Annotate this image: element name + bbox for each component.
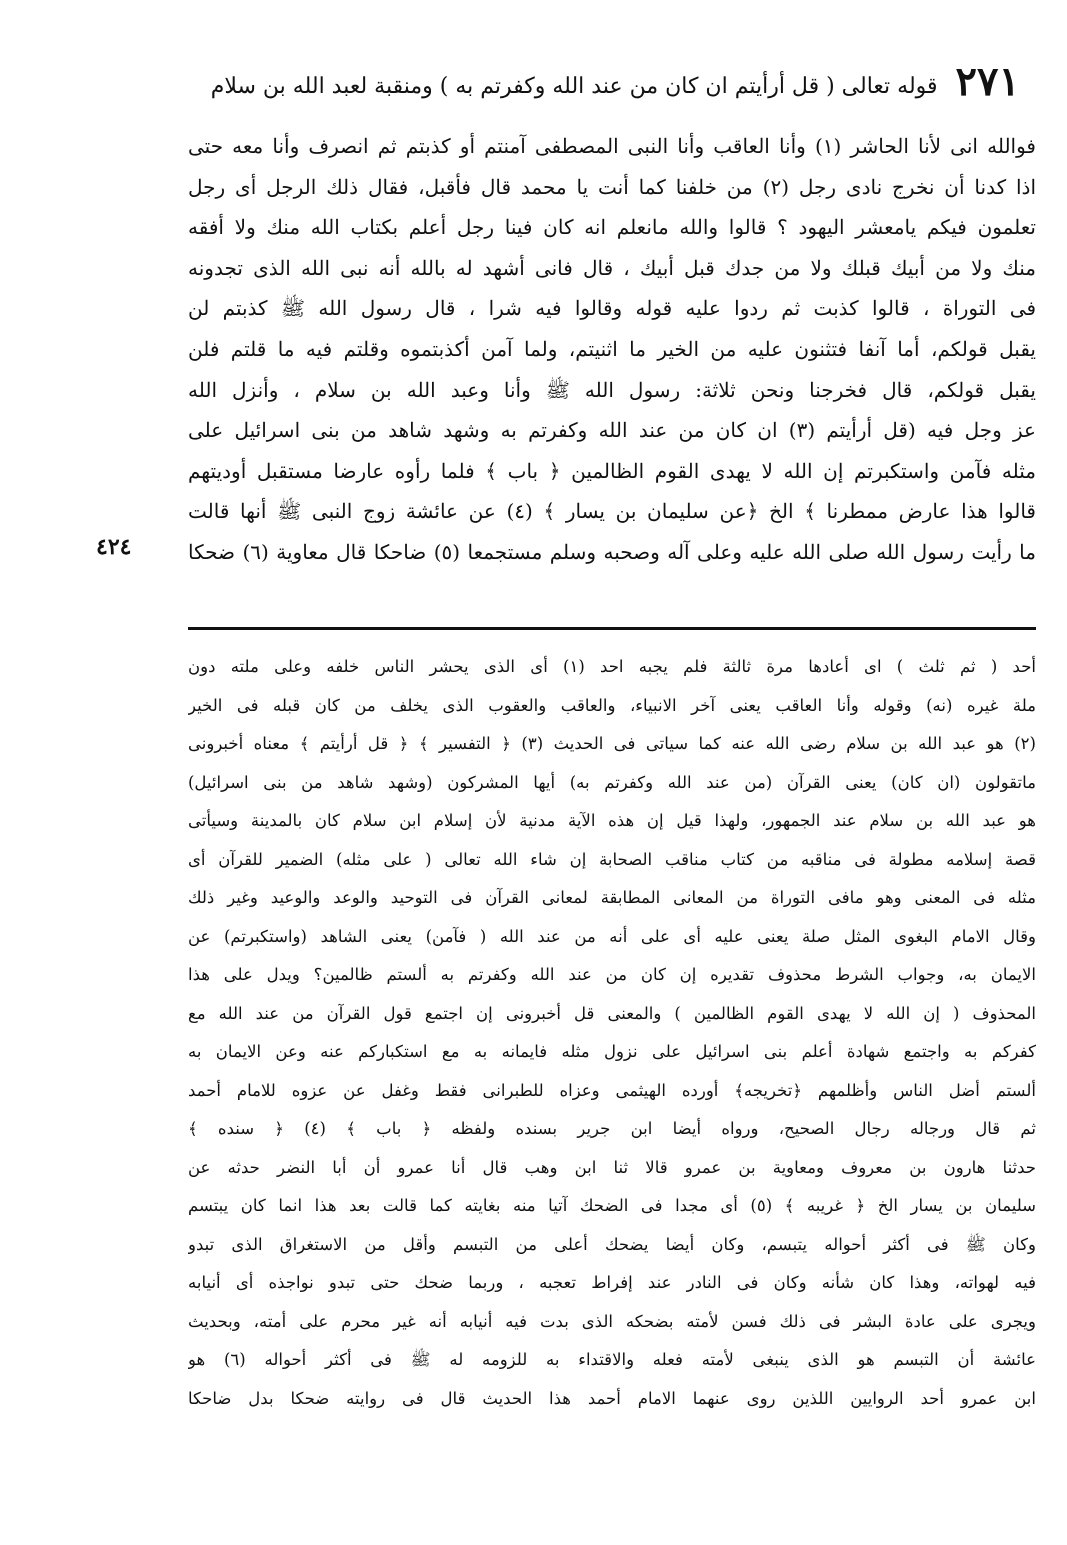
page-header <box>190 58 1020 105</box>
main-text-line: مثله فآمن واستكبرتم إن الله لا يهدى القوم الظالمين ﴿ باب ﴾ فلما رأوه عارضا مستقبل أوديتهم <box>188 458 1036 483</box>
footnote-line: وقال الامام البغوى المثل صلة يعنى عليه أى على أنه من عند الله ( فآمن) يعنى الشاهد (واستكبرتم) عن <box>188 926 1036 946</box>
footnote-line: سليمان بن يسار الخ ﴿ غريبه ﴾ (٥) أى مجدا فى الضحك آتيا منه بغايته كما قالت بعد هذا انما كان يبتسم <box>188 1196 1036 1215</box>
footnote-line: ألستم أضل الناس وأظلمهم ﴿تخريجه﴾ أورده الهيثمى وعزاه للطبرانى فقط وغفل عن عزوه للامام أحمد <box>188 1080 1036 1100</box>
main-text-line: منك ولا من أبيك قبلك ولا من جدك قبل أبيك ، قال فانى أشهد له بالله أنه نبى الله الذى تجدونه <box>188 255 1036 280</box>
footnote-line: ابن عمرو أحد الروايين اللذين روى عنهما الامام أحمد هذا الحديث قال فى روايته ضحكا بدل ضاحكا <box>188 1388 1036 1408</box>
footnote-line: مثله فى المعنى وهو مافى التوراة من المعانى المطابقة لمعانى القرآن فى التوحيد والوعد والوعيد وغير ذلك <box>188 888 1036 907</box>
main-text-line: فى التوراة ، قالوا كذبت ثم ردوا عليه قوله وقالوا فيه شرا ، قال رسول الله ﷺ كذبتم لن <box>188 296 1036 321</box>
running-title: قوله تعالى ( قل أرأيتم ان كان من عند الله وكفرتم به ) ومنقبة لعبد الله بن سلام <box>210 74 938 99</box>
footnote-line: كفركم به واجتمع شهادة أعلم بنى اسرائيل على نزول مثله فايمانه به مع استكباركم عنه وعن الايمان به <box>188 1042 1036 1061</box>
footnote-line: قصة إسلامه مطولة فى مناقبه من كتاب مناقب الصحابة إن شاء الله تعالى ( على مثله) الضمير للقرآن أى <box>188 849 1036 869</box>
footnote-line: ويجرى على عادة البشر فى ذلك فسن لأمته بضحكه الذى بدت فيه أنيابه أنه غير محرم على أمته، وبحديث <box>188 1311 1036 1331</box>
main-text-line: يقبل قولكم، أما آنفا فتثنون عليه من الخير ما اثنيتم، ولما آمن أكذبتموه وقلتم فيه ما قلتم فلن <box>188 336 1036 361</box>
footnote-divider <box>188 627 1036 630</box>
footnote-line: وكان ﷺ فى أكثر أحواله يتبسم، وكان أيضا يضحك أعلى من التبسم وأقل من الاستغراق الذى تبدو <box>188 1234 1036 1254</box>
footnotes <box>188 648 1036 1418</box>
page-number: ٢٧١ <box>955 58 1020 105</box>
footnote-line: هو عبد الله بن سلام عند الجمهور، ولهذا قيل إن هذه الآية مدنية لأن إسلام ابن سلام كان بالمدينة وسيأتى <box>188 811 1036 830</box>
footnote-line: ماتقولون (ان كان) يعنى القرآن (من عند الله وكفرتم به) أيها المشركون (وشهد شاهد من بنى اسرائيل) <box>188 772 1036 792</box>
main-text-line: عز وجل فيه (قل أرأيتم (٣) ان كان من عند الله وكفرتم به وشهد شاهد من بنى اسرائيل على <box>188 418 1036 443</box>
footnote-line: عائشة أن التبسم هو الذى ينبغى لأمته فعله والاقتداء به للزومه له ﷺ فى أكثر أحواله (٦) هو <box>188 1350 1036 1369</box>
main-text-line: تعلمون فيكم يامعشر اليهود ؟ قالوا والله مانعلم انه كان فينا رجل أعلم بكتاب الله منك ولا أفقه <box>188 215 1036 240</box>
footnote-line: حدثنا هارون بن معروف ومعاوية بن عمرو قالا ثنا ابن وهب قال أنا عمرو أن أبا النضر حدثه عن <box>188 1157 1036 1177</box>
footnote-line: ملة غيره (نه) وقوله وأنا العاقب يعنى آخر الانبياء، والعاقب والعقوب الذى يخلف من كان قبله فى الخير <box>188 695 1036 715</box>
main-text-line: فوالله انى لأنا الحاشر (١) وأنا العاقب وأنا النبى المصطفى آمنتم أو كذبتم ثم انصرف وأنا معه حتى <box>188 134 1036 158</box>
footnote-line: المحذوف ( إن الله لا يهدى القوم الظالمين ) والمعنى قل أخبرونى إن اجتمع قول القرآن من عند الله مع <box>188 1003 1036 1023</box>
footnote-line: (٢) هو عبد الله بن سلام رضى الله عنه كما سياتى فى الحديث (٣) ﴿ التفسير ﴾ ﴿ قل أرأيتم ﴾ معناه أخبرونى <box>188 734 1036 753</box>
main-text-line: يقبل قولكم، قال فخرجنا ونحن ثلاثة: رسول الله ﷺ وأنا وعبد الله بن سلام ، وأنزل الله <box>188 377 1036 402</box>
footnote-line: الايمان به، وجواب الشرط محذوف تقديره إن كان من عند الله وكفرتم به ألستم ظالمين؟ ويدل على هذا <box>188 965 1036 984</box>
margin-hadith-number: ٤٢٤ <box>96 534 132 560</box>
footnote-line: أحد ( ثم ثلث ) اى أعادها مرة ثالثة فلم يجبه احد (١) أى الذى يحشر الناس خلفه وعلى ملته دون <box>188 657 1036 676</box>
main-text-line: قالوا هذا عارض ممطرنا ﴾ الخ ﴿عن سليمان بن يسار ﴾ (٤) عن عائشة زوج النبى ﷺ أنها قالت <box>188 499 1036 524</box>
main-text-line: اذا كدنا أن نخرج نادى رجل (٢) من خلفنا كما أنت يا محمد قال فأقبل، فقال ذلك الرجل أى رجل <box>188 174 1036 199</box>
footnote-line: فيه لهواته، وهذا كان شأنه وكان فى النادر عند إفراط تعجبه ، وربما ضحك حتى تبدو نواجذه أى أنيابه <box>188 1273 1036 1292</box>
main-text <box>188 126 1036 573</box>
footnote-line: ثم قال ورجاله رجال الصحيح، ورواه أيضا ابن جرير بسنده ولفظه ﴿ باب ﴾ (٤) ﴿ سنده ﴾ <box>188 1119 1036 1138</box>
main-text-line: ما رأيت رسول الله صلى الله عليه وعلى آله وصحبه وسلم مستجمعا (٥) ضاحكا قال معاوية (٦) ضحكا <box>188 539 1036 564</box>
